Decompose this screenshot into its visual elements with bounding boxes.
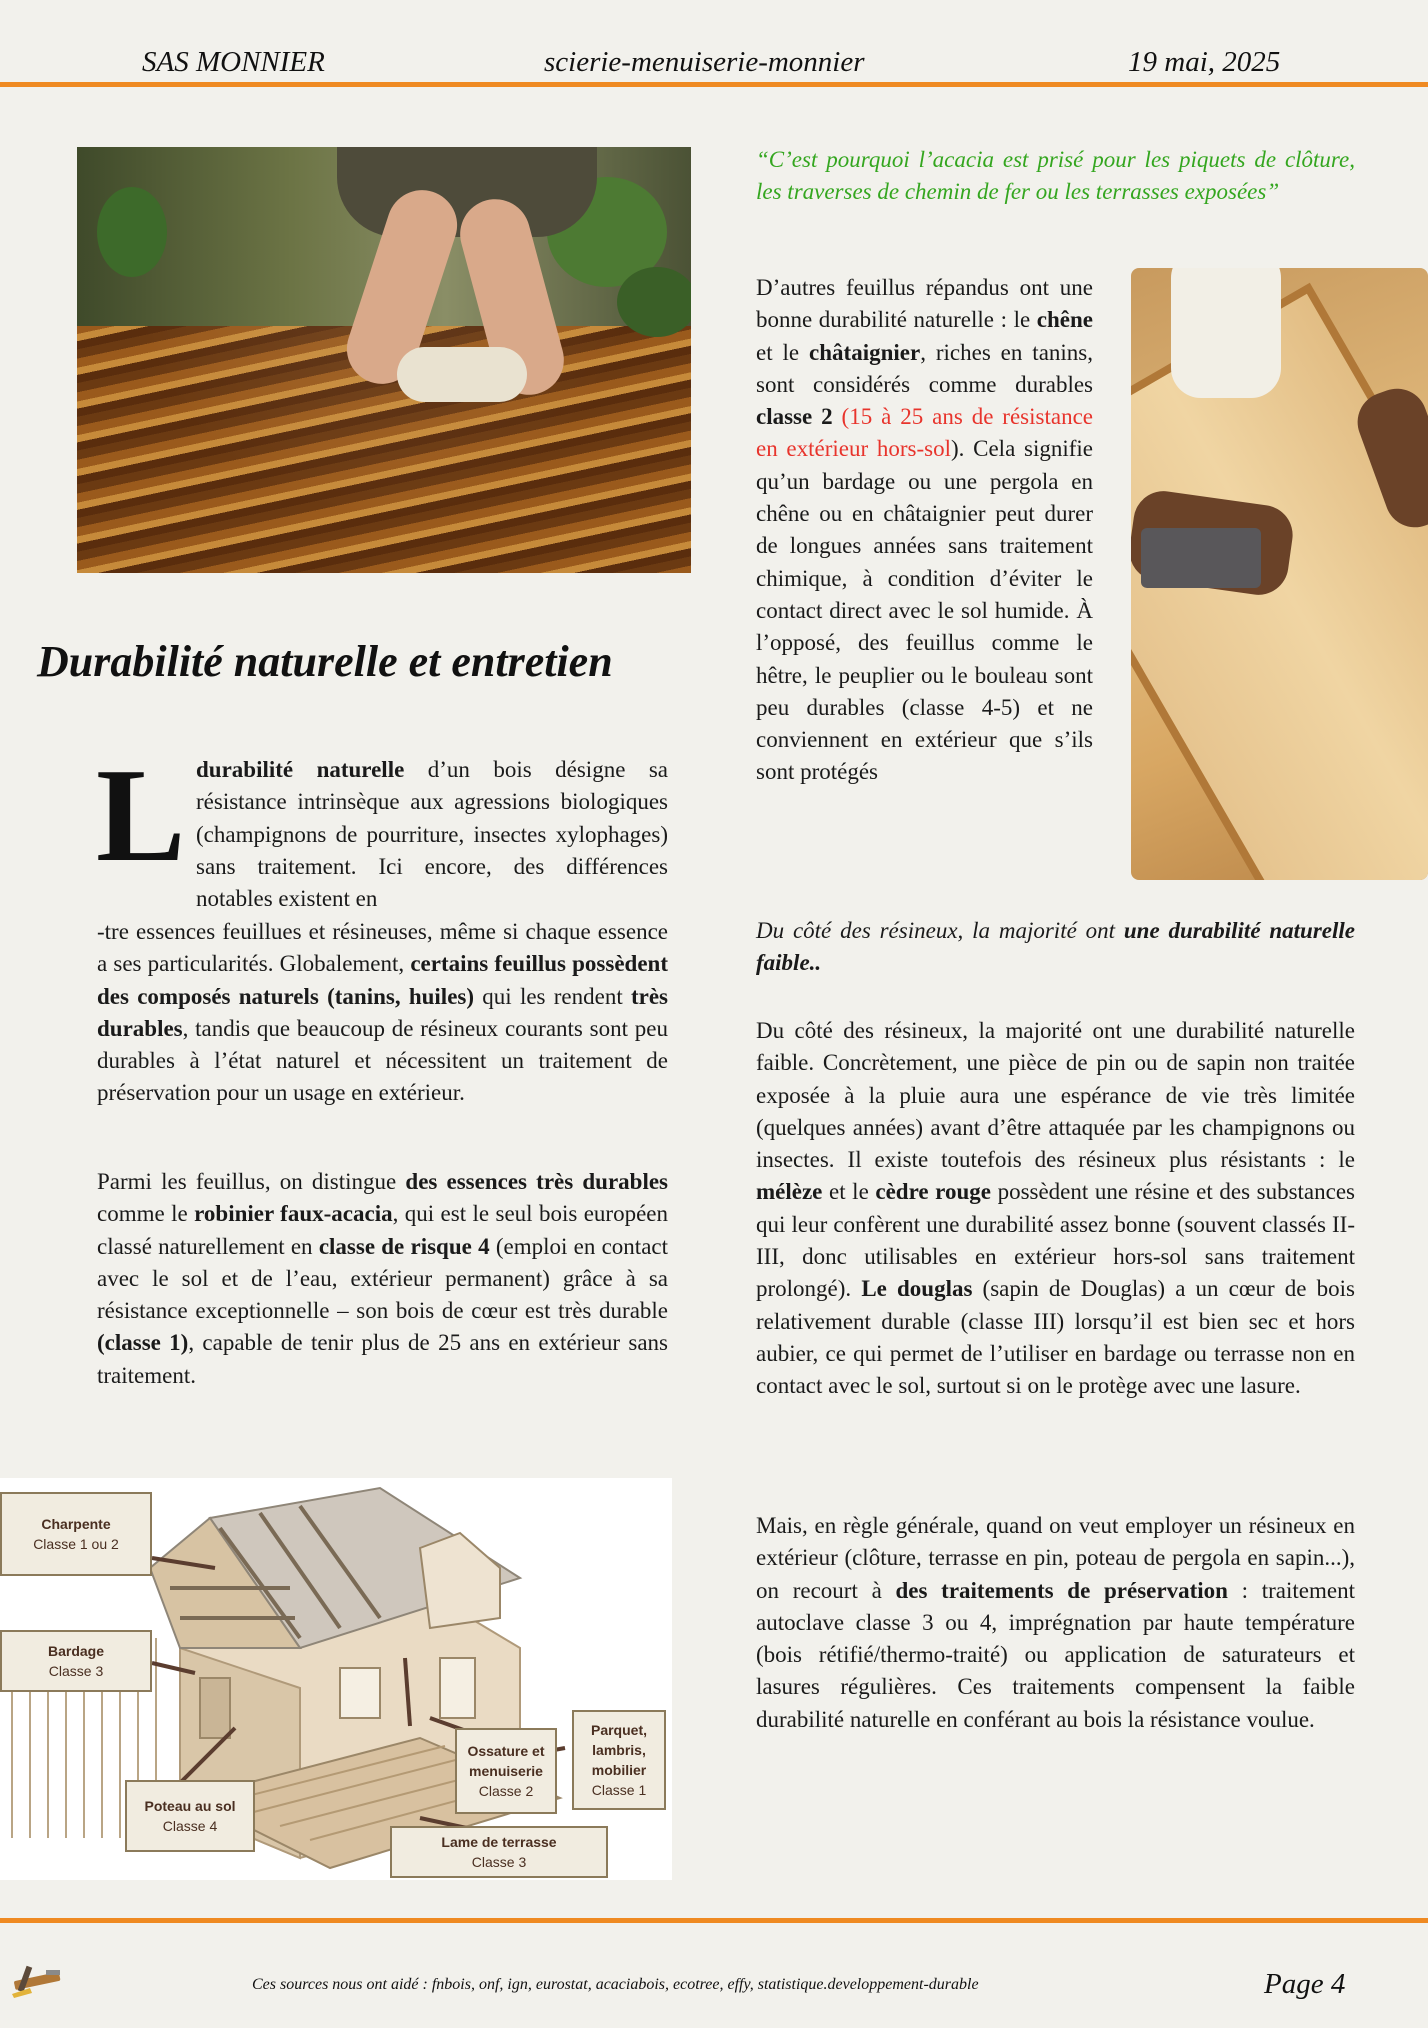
label-ossature: Ossature et menuiserie Classe 2 xyxy=(455,1728,557,1814)
footer-rule xyxy=(0,1918,1428,1923)
left-paragraph-2: Parmi les feuillus, on distingue des essences très durables comme le robinier faux-acacia, qui est le seul bois européen classé naturellement en classe de risque 4 (emploi en contact avec le sol et de l’eau, extérieur permanent) grâce à sa résistance exceptionnelle – son bois de cœur est très durable (classe 1), capable de tenir plus de 25 ans en extérieur sans traitement. xyxy=(97,1169,668,1388)
drop-cap: L xyxy=(96,741,186,889)
footer-sources: Ces sources nous ont aidé : fnbois, onf, ign, eurostat, acaciabois, ecotree, effy, statistique.developpement-durable xyxy=(252,1976,979,1993)
company-name: SAS MONNIER xyxy=(142,46,325,78)
tools-logo-icon xyxy=(8,1960,70,2000)
label-poteau: Poteau au sol Classe 4 xyxy=(125,1780,255,1852)
right-paragraph-2: Du côté des résineux, la majorité ont une durabilité naturelle faible. Concrètement, une pièce de pin ou de sapin non traitée exposée à la pluie aura une espérance de vie très limitée (quelques années) avant d’être attaquée par les champignons ou insectes. Il existe toutefois des résineux plus résistants : le mélèze et le cèdre rouge possèdent une résine et des substances qui leur confèrent une durabilité assez bonne (souvent classés II-III, donc utilisables en extérieur hors-sol sans traitement prolongé). Le douglas (sapin de Douglas) a un cœur de bois relativement durable (classe III) lorsqu’il est bien sec et hors aubier, ce qui permet de l’utiliser en bardage ou terrasse non en contact avec le sol, surtout si on le protège avec une lasure. xyxy=(756,1018,1355,1399)
page-number: Page 4 xyxy=(1264,1968,1346,2000)
label-terrasse: Lame de terrasse Classe 3 xyxy=(390,1826,608,1878)
header-date: 19 mai, 2025 xyxy=(1128,46,1281,78)
right-paragraph-1: D’autres feuillus répandus ont une bonne durabilité naturelle : le chêne et le châtaignier, riches en tanins, sont considérés comme durables classe 2 (15 à 25 ans de résistance en extérieur hors-sol). Cela signifie qu’un bardage ou une pergola en chêne ou en châtaignier peut durer de longues années sans traitement chimique, à condition d’éviter le contact direct avec le sol humide. À l’opposé, des feuillus comme le hêtre, le peuplier ou le bouleau sont peu durables (classe 4-5) et ne conviennent en extérieur que s’ils sont protégés xyxy=(756,275,1093,785)
italic-summary: Du côté des résineux, la majorité ont une durabilité naturelle faible.. xyxy=(756,918,1355,976)
label-parquet: Parquet, lambris, mobilier Classe 1 xyxy=(572,1710,666,1810)
right-paragraph-3: Mais, en règle générale, quand on veut employer un résineux en extérieur (clôture, terrasse en pin, poteau de pergola en sapin...), on recourt à des traitements de préservation : traitement autoclave classe 3 ou 4, imprégnation par haute température (bois rétifié/thermo-traité) ou application de saturateurs et lasures régulières. Ces traitements compensent la faible durabilité naturelle en conférant au bois la résistance voulue. xyxy=(756,1513,1355,1732)
house-usage-classes-diagram xyxy=(0,1478,672,1880)
header-rule xyxy=(0,82,1428,87)
label-bardage: Bardage Classe 3 xyxy=(0,1630,152,1692)
photo-table-polishing xyxy=(77,147,691,573)
site-name: scierie-menuiserie-monnier xyxy=(544,46,865,78)
pull-quote: “C’est pourquoi l’acacia est prisé pour les piquets de clôture, les traverses de chemin de fer ou les terrasses exposées” xyxy=(756,147,1355,205)
label-charpente: Charpente Classe 1 ou 2 xyxy=(0,1492,152,1576)
section-title: Durabilité naturelle et entretien xyxy=(37,637,613,686)
left-paragraph-1-start: durabilité naturelle d’un bois désigne sa résistance intrinsèque aux agressions biologiques (champignons de pourriture, insectes xylophages) sans traitement. Ici encore, des différences notables existent en xyxy=(196,757,669,912)
photo-wood-sanding xyxy=(1131,268,1428,880)
left-paragraph-1-rest: -tre essences feuillues et résineuses, même si chaque essence a ses particularités. Globalement, certains feuillus possèdent des composés naturels (tanins, huiles) qui les rendent très durables, tandis que beaucoup de résineux courants sont peu durables à l’état naturel et nécessitent un traitement de préservation pour un usage en extérieur. xyxy=(97,919,669,1106)
